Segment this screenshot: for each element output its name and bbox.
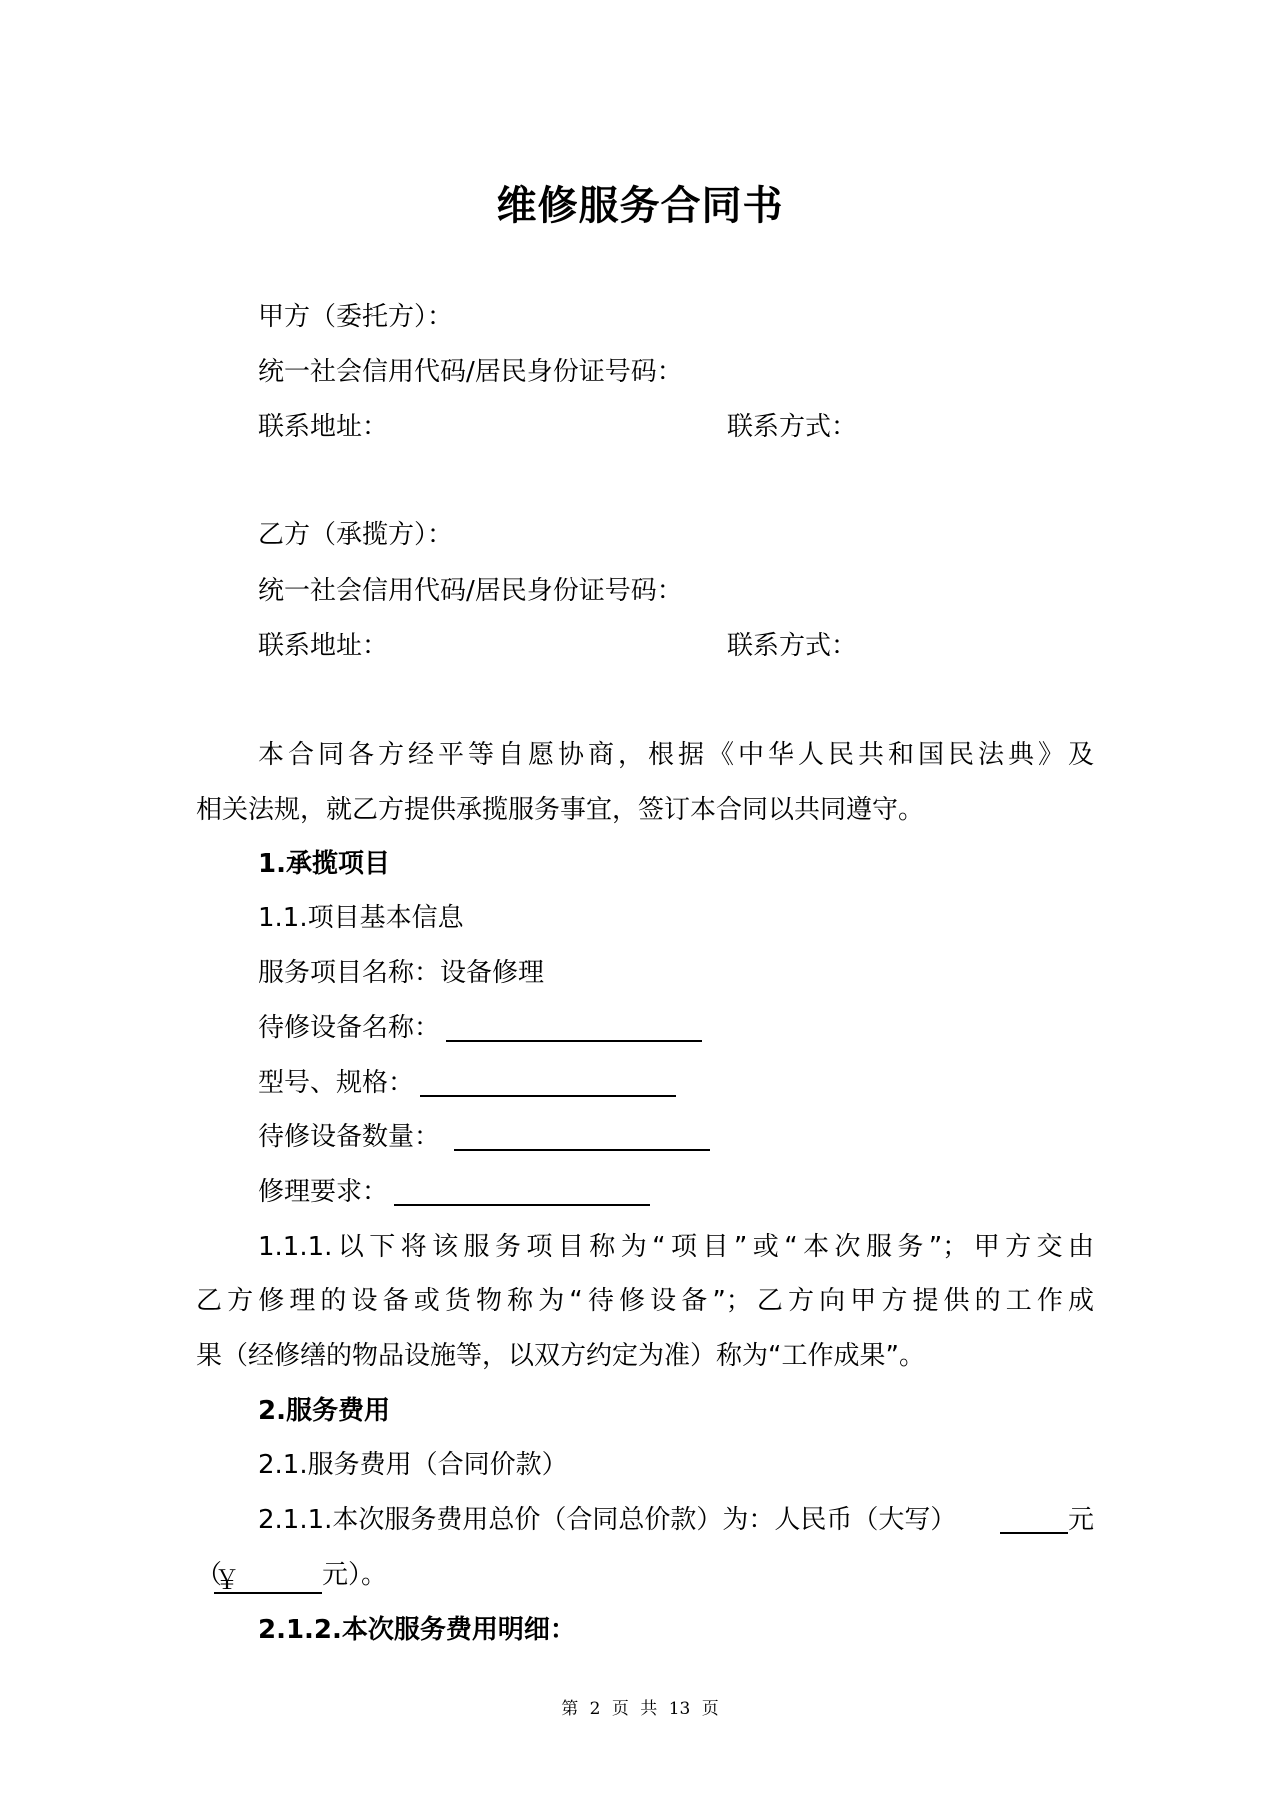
service-name: 服务项目名称：设备修理: [258, 958, 545, 988]
section-2-heading: 2.服务费用: [258, 1396, 390, 1426]
requirement-row: [258, 1175, 650, 1209]
yen-symbol: ￥: [214, 1566, 241, 1596]
clause-2-1-1-line-1: [258, 1503, 1094, 1537]
party-a-address-label: 联系地址：: [258, 412, 389, 442]
party-b-address-label: 联系地址：: [258, 631, 389, 661]
model-row: [258, 1066, 676, 1100]
party-a-contact-label: 联系方式：: [727, 412, 858, 442]
yuan-label: 元: [1067, 1505, 1094, 1535]
clause-1-1-1-line-3: 果（经修缮的物品设施等，以双方约定为准）称为“工作成果”。: [196, 1341, 925, 1371]
section-1-heading: 1.承揽项目: [258, 849, 390, 879]
clause-2-1-2: 2.1.2.本次服务费用明细：: [258, 1615, 576, 1645]
preamble-line-1: 本合同各方经平等自愿协商，根据《中华人民共和国民法典》及: [258, 740, 1094, 770]
party-a-label: 甲方（委托方）：: [258, 302, 454, 332]
amount-in-words-field[interactable]: [1000, 1504, 1068, 1534]
party-b-label: 乙方（承揽方）：: [258, 520, 454, 550]
clause-1-1-1-line-2: 乙方修理的设备或货物称为“待修设备”；乙方向甲方提供的工作成: [196, 1286, 1094, 1316]
clause-2-1-1-text: 2.1.1.本次服务费用总价（合同总价款）为：人民币（大写）: [258, 1505, 957, 1535]
model-label: 型号、规格：: [258, 1068, 415, 1098]
section-2-1-heading: 2.1.服务费用（合同价款）: [258, 1450, 568, 1480]
clause-2-1-1-line-2: [196, 1558, 387, 1594]
requirement-label: 修理要求：: [258, 1177, 389, 1207]
amount-figure-field[interactable]: [214, 1564, 322, 1594]
requirement-field[interactable]: [394, 1176, 650, 1206]
quantity-row: [258, 1120, 710, 1154]
quantity-label: 待修设备数量：: [258, 1122, 441, 1152]
preamble-line-2: 相关法规，就乙方提供承揽服务事宜，签订本合同以共同遵守。: [196, 795, 925, 825]
model-field[interactable]: [420, 1067, 676, 1097]
party-a-id-label: 统一社会信用代码/居民身份证号码：: [258, 357, 683, 387]
section-1-1-heading: 1.1.项目基本信息: [258, 903, 464, 933]
quantity-field[interactable]: [454, 1121, 710, 1151]
device-name-field[interactable]: [446, 1012, 702, 1042]
clause-1-1-1-line-1: 1.1.1.以下将该服务项目称为“项目”或“本次服务”；甲方交由: [258, 1232, 1094, 1262]
document-title: 维修服务合同书: [496, 183, 784, 229]
device-name-row: [258, 1011, 702, 1045]
paren-open: （: [196, 1560, 223, 1590]
page-footer: 第 2 页 共 13 页: [561, 1699, 719, 1719]
device-name-label: 待修设备名称：: [258, 1013, 441, 1043]
party-b-contact-label: 联系方式：: [727, 631, 858, 661]
party-b-id-label: 统一社会信用代码/居民身份证号码：: [258, 576, 683, 606]
yuan-close: 元）。: [322, 1560, 388, 1590]
